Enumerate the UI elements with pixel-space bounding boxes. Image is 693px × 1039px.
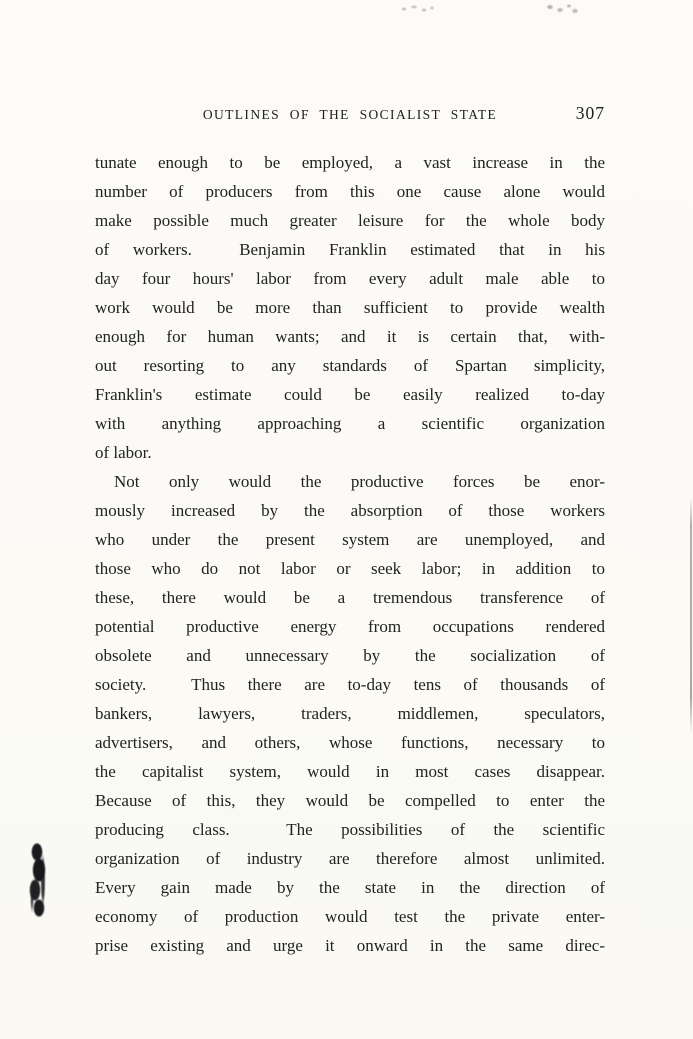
text-line: economy of production would test the private enter- (95, 907, 605, 926)
text-line: producing class. The possibilities of the scientific (95, 820, 605, 839)
text-line: work would be more than sufficient to provide wealth (95, 298, 605, 317)
page-header (95, 103, 605, 127)
page-body (95, 148, 605, 960)
text-line: make possible much greater leisure for the whole body (95, 211, 605, 230)
text-line: advertisers, and others, whose functions, necessary to (95, 733, 605, 752)
text-line: of workers. Benjamin Franklin estimated that in his (95, 240, 605, 259)
text-line: the capitalist system, would in most cases disappear. (95, 762, 605, 781)
text-line: those who do not labor or seek labor; in addition to (95, 559, 605, 578)
text-line: Not only would the productive forces be enor- (114, 472, 605, 491)
text-line: organization of industry are therefore almost unlimited. (95, 849, 605, 868)
scan-edge-line (690, 497, 692, 733)
text-line: Franklin's estimate could be easily realized to-day (95, 385, 605, 404)
page-number: 307 (575, 103, 605, 123)
running-title: OUTLINES OF THE SOCIALIST STATE (202, 107, 498, 122)
text-line: mously increased by the absorption of those workers (95, 501, 605, 520)
text-line: tunate enough to be employed, a vast increase in the (95, 153, 605, 172)
text-line: obsolete and unnecessary by the socialization of (95, 646, 605, 665)
text-line: Because of this, they would be compelled to enter the (95, 791, 605, 810)
text-line: Every gain made by the state in the direction of (95, 878, 605, 897)
text-line: day four hours' labor from every adult male able to (95, 269, 605, 288)
text-line: potential productive energy from occupations rendered (95, 617, 605, 636)
text-line: out resorting to any standards of Spartan simplicity, (95, 356, 605, 375)
scan-artifact-top-right (543, 2, 581, 15)
ink-smudge-left-margin (26, 842, 50, 920)
scan-artifact-top-left (398, 3, 438, 14)
text-line: of labor. (95, 443, 152, 462)
paragraph (95, 148, 605, 467)
text-line: these, there would be a tremendous transference of (95, 588, 605, 607)
text-line: prise existing and urge it onward in the same direc- (95, 936, 605, 955)
text-line: bankers, lawyers, traders, middlemen, speculators, (95, 704, 605, 723)
text-line: who under the present system are unemployed, and (95, 530, 605, 549)
text-line: enough for human wants; and it is certain that, with- (95, 327, 605, 346)
paragraph (95, 467, 605, 960)
text-line: society. Thus there are to-day tens of thousands of (95, 675, 605, 694)
text-line: with anything approaching a scientific organization (95, 414, 605, 433)
text-line: number of producers from this one cause alone would (95, 182, 605, 201)
